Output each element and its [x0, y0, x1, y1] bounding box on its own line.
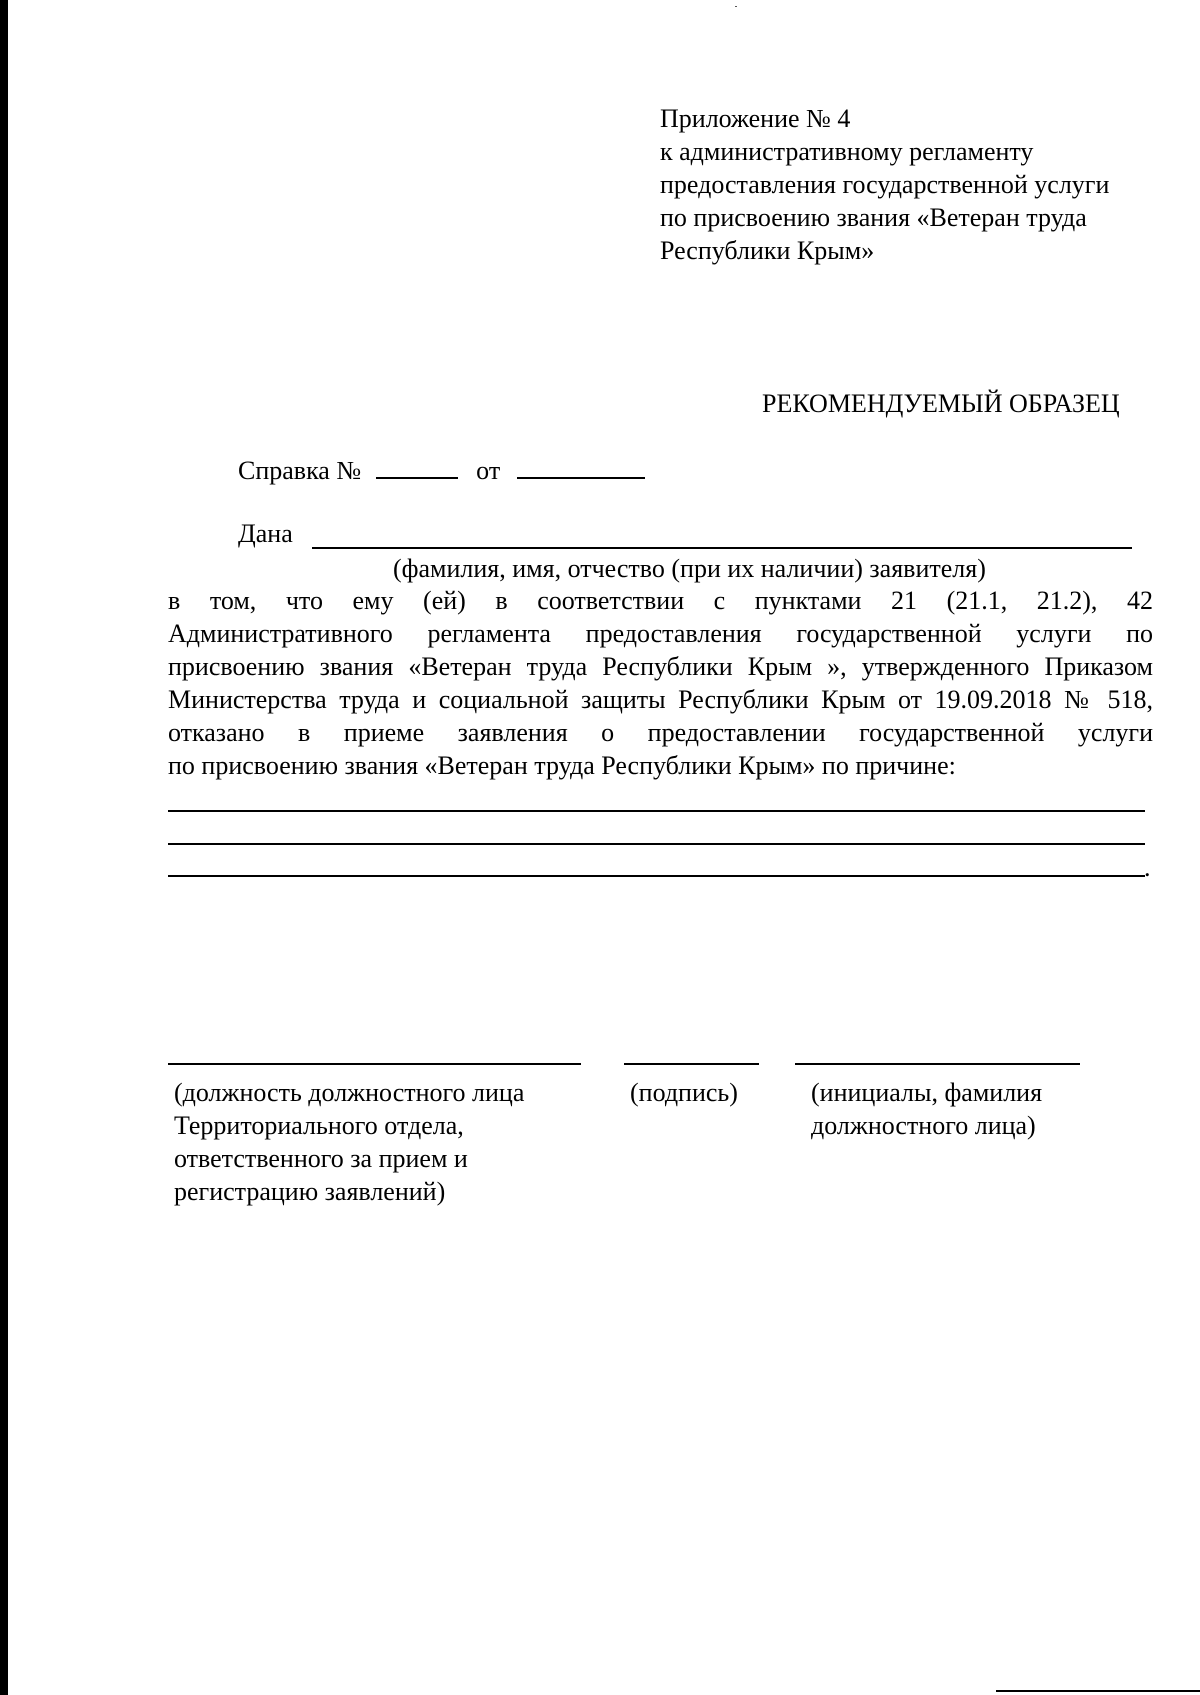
applicant-name-blank[interactable] — [312, 547, 1132, 549]
reason-blank-line[interactable] — [168, 875, 1145, 877]
statement-line: Административного регламента предоставления государственной услуги по — [168, 619, 1153, 648]
certificate-date-label: от — [476, 456, 501, 485]
reason-blank-line[interactable] — [168, 843, 1145, 845]
signature-caption: (подпись) — [630, 1078, 738, 1107]
position-signature-line[interactable] — [168, 1063, 581, 1065]
certificate-line — [238, 455, 645, 487]
appendix-line: Республики Крым» — [660, 236, 875, 265]
statement-line: присвоению звания «Ветеран труда Республики Крым », утвержденного Приказом — [168, 652, 1153, 681]
reason-blank-line[interactable] — [168, 810, 1145, 812]
scan-bottom-rule — [996, 1690, 1200, 1692]
statement-line: Министерства труда и социальной защиты Республики Крым от 19.09.2018 № 518, — [168, 685, 1153, 714]
appendix-line: Приложение № 4 — [660, 104, 851, 133]
signature-line[interactable] — [624, 1063, 759, 1065]
name-caption — [811, 1076, 1042, 1142]
appendix-line: к административному регламенту — [660, 137, 1034, 166]
statement-line: отказано в приеме заявления о предоставлении государственной услуги — [168, 718, 1153, 747]
statement-line: в том, что ему (ей) в соответствии с пунктами 21 (21.1, 21.2), 42 — [168, 586, 1153, 615]
applicant-name-caption: (фамилия, имя, отчество (при их наличии) заявителя) — [393, 554, 986, 583]
certificate-date-blank[interactable] — [517, 455, 645, 479]
certificate-number-label: Справка № — [238, 456, 362, 485]
scan-top-mark — [735, 6, 737, 7]
certificate-number-blank[interactable] — [376, 455, 458, 479]
reason-trailing-period: . — [1144, 853, 1151, 882]
given-label: Дана — [238, 519, 293, 548]
name-caption-line: (инициалы, фамилия — [811, 1078, 1043, 1107]
appendix-line: предоставления государственной услуги — [660, 170, 1110, 199]
sample-title: РЕКОМЕНДУЕМЫЙ ОБРАЗЕЦ — [762, 389, 1120, 418]
appendix-line: по присвоению звания «Ветеран труда — [660, 203, 1087, 232]
position-caption-line: (должность должностного лица — [174, 1078, 525, 1107]
scan-left-edge — [0, 0, 8, 1695]
refusal-statement — [168, 584, 1153, 782]
name-caption-line: должностного лица) — [811, 1111, 1036, 1140]
position-caption-line: ответственного за прием и — [174, 1144, 468, 1173]
position-caption — [174, 1076, 524, 1208]
appendix-header — [660, 102, 1180, 267]
position-caption-line: регистрацию заявлений) — [174, 1177, 446, 1206]
name-signature-line[interactable] — [795, 1063, 1080, 1065]
statement-line: по присвоению звания «Ветеран труда Республики Крым» по причине: — [168, 751, 956, 780]
position-caption-line: Территориального отдела, — [174, 1111, 464, 1140]
